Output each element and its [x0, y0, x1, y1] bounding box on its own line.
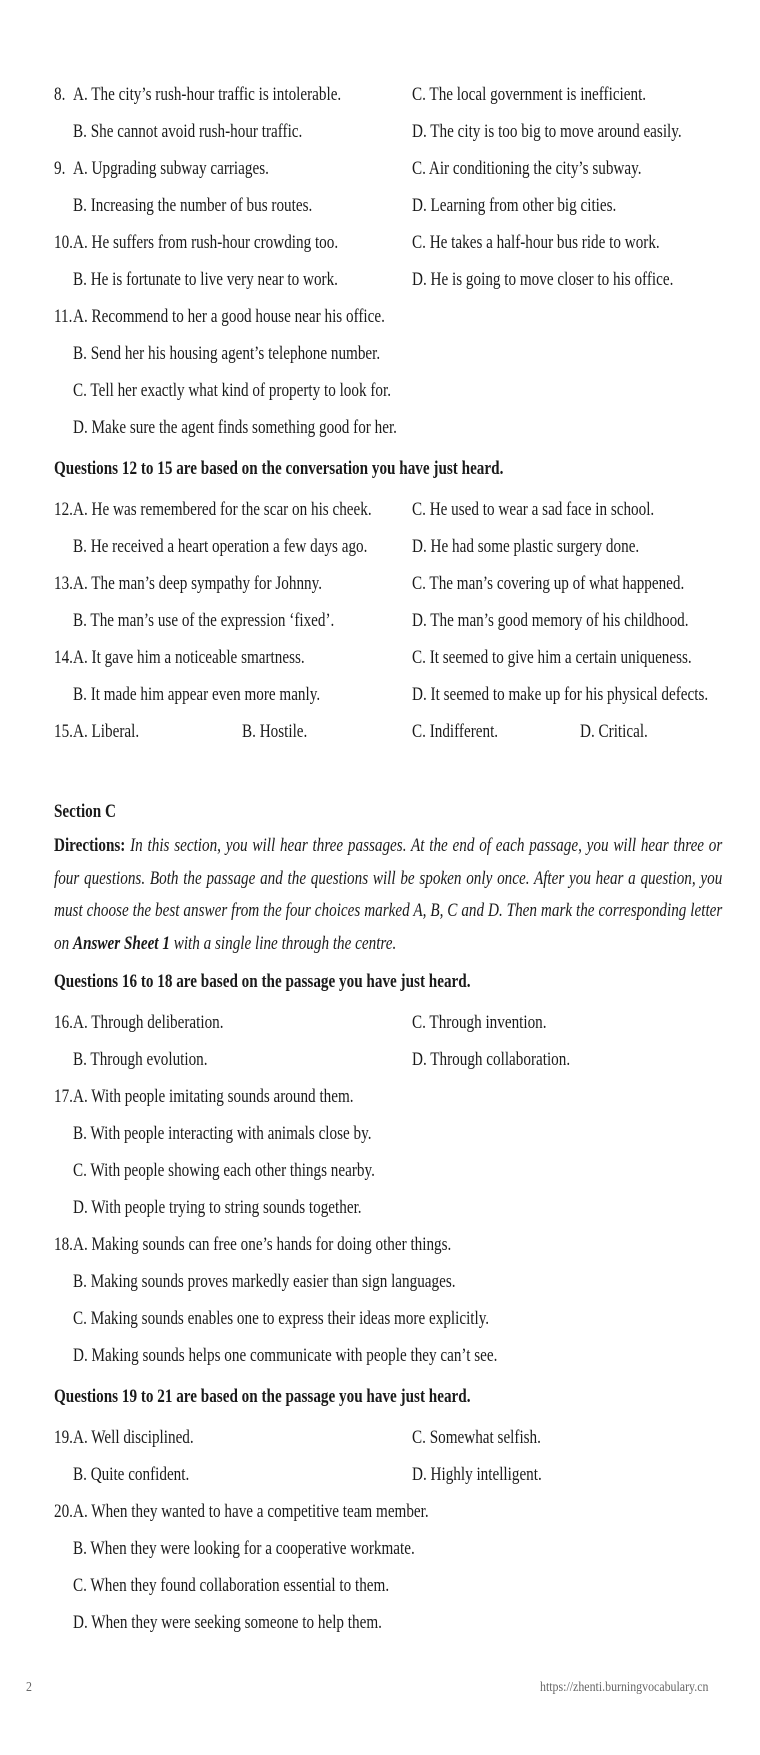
option-d: D. Making sounds helps one communicate with people they can’t see.	[73, 1346, 498, 1366]
option-a: A. He suffers from rush-hour crowding too.	[73, 233, 339, 253]
option-c: C. Somewhat selfish.	[412, 1428, 541, 1448]
option-d: D. When they were seeking someone to help them.	[73, 1613, 382, 1633]
option-c: C. The man’s covering up of what happened.	[412, 574, 685, 594]
option-b: B. The man’s use of the expression ‘fixed’.	[73, 611, 335, 631]
option-a: A. Well disciplined.	[73, 1428, 194, 1448]
option-c: C. Making sounds enables one to express their ideas more explicitly.	[73, 1309, 490, 1329]
option-d: D. Learning from other big cities.	[412, 196, 617, 216]
option-a: A. Upgrading subway carriages.	[73, 159, 269, 179]
option-c: C. Indifferent.	[412, 722, 499, 742]
option-b: B. He received a heart operation a few days ago.	[73, 537, 368, 557]
directions-text: In this section, you will hear three passages. At the end of each passage, you will hear three or four questions. Both the passage and the questions will be spoken only once. After you hear a question, you must choose the best answer from the four choices marked A, B, C and D. Then mark the corresponding letter on	[54, 836, 723, 954]
source-url: https://zhenti.burningvocabulary.cn	[540, 1680, 709, 1695]
directions-end: with a single line through the centre.	[169, 933, 397, 954]
option-a: A. He was remembered for the scar on his cheek.	[73, 500, 372, 520]
option-c: C. When they found collaboration essential to them.	[73, 1576, 390, 1596]
question-number: 13.	[54, 574, 73, 594]
option-a: A. When they wanted to have a competitive team member.	[73, 1502, 429, 1522]
option-b: B. When they were looking for a cooperative workmate.	[73, 1539, 415, 1559]
option-c: C. Tell her exactly what kind of property to look for.	[73, 381, 392, 401]
option-c: C. With people showing each other things nearby.	[73, 1161, 375, 1181]
option-a: A. With people imitating sounds around them.	[73, 1087, 354, 1107]
option-d: D. Through collaboration.	[412, 1050, 571, 1070]
option-a: A. The city’s rush-hour traffic is intolerable.	[73, 85, 342, 105]
option-d: D. The man’s good memory of his childhood.	[412, 611, 689, 631]
question-number: 15.	[54, 722, 73, 742]
question-number: 17.	[54, 1087, 73, 1107]
question-number: 16.	[54, 1013, 73, 1033]
option-c: C. Air conditioning the city’s subway.	[412, 159, 642, 179]
question-number: 14.	[54, 648, 73, 668]
section-directions	[54, 830, 722, 960]
question-number: 11.	[54, 307, 73, 327]
option-c: C. It seemed to give him a certain uniqueness.	[412, 648, 692, 668]
option-a: A. It gave him a noticeable smartness.	[73, 648, 305, 668]
directions-label: Directions:	[54, 836, 126, 856]
option-d: D. Highly intelligent.	[412, 1465, 542, 1485]
option-b: B. Making sounds proves markedly easier than sign languages.	[73, 1272, 456, 1292]
option-c: C. He takes a half-hour bus ride to work.	[412, 233, 660, 253]
question-number: 9.	[54, 159, 66, 179]
option-b: B. With people interacting with animals close by.	[73, 1124, 372, 1144]
option-a: A. Recommend to her a good house near his office.	[73, 307, 385, 327]
option-d: D. It seemed to make up for his physical defects.	[412, 685, 709, 705]
option-b: B. It made him appear even more manly.	[73, 685, 321, 705]
question-group-heading: Questions 16 to 18 are based on the passage you have just heard.	[54, 972, 471, 992]
option-b: B. He is fortunate to live very near to work.	[73, 270, 338, 290]
option-c: C. He used to wear a sad face in school.	[412, 500, 655, 520]
option-d: D. Critical.	[580, 722, 648, 742]
question-number: 12.	[54, 500, 73, 520]
option-a: A. Through deliberation.	[73, 1013, 224, 1033]
answer-sheet-label: Answer Sheet 1	[72, 933, 170, 954]
option-b: B. Through evolution.	[73, 1050, 208, 1070]
option-d: D. The city is too big to move around easily.	[412, 122, 682, 142]
question-number: 19.	[54, 1428, 73, 1448]
section-title: Section C	[54, 802, 116, 822]
page-number: 2	[26, 1680, 32, 1695]
option-b: B. Quite confident.	[73, 1465, 190, 1485]
option-a: A. Making sounds can free one’s hands for doing other things.	[73, 1235, 452, 1255]
question-group-heading: Questions 12 to 15 are based on the conversation you have just heard.	[54, 459, 504, 479]
question-group-heading: Questions 19 to 21 are based on the passage you have just heard.	[54, 1387, 471, 1407]
question-number: 18.	[54, 1235, 73, 1255]
option-c: C. Through invention.	[412, 1013, 547, 1033]
option-b: B. Hostile.	[242, 722, 308, 742]
option-d: D. He had some plastic surgery done.	[412, 537, 640, 557]
option-d: D. Make sure the agent finds something good for her.	[73, 418, 397, 438]
question-number: 10.	[54, 233, 73, 253]
option-d: D. He is going to move closer to his office.	[412, 270, 674, 290]
option-b: B. She cannot avoid rush-hour traffic.	[73, 122, 303, 142]
option-c: C. The local government is inefficient.	[412, 85, 647, 105]
option-b: B. Increasing the number of bus routes.	[73, 196, 313, 216]
option-d: D. With people trying to string sounds together.	[73, 1198, 362, 1218]
question-number: 8.	[54, 85, 66, 105]
question-number: 20.	[54, 1502, 73, 1522]
option-a: A. Liberal.	[73, 722, 140, 742]
option-a: A. The man’s deep sympathy for Johnny.	[73, 574, 323, 594]
option-b: B. Send her his housing agent’s telephone number.	[73, 344, 381, 364]
